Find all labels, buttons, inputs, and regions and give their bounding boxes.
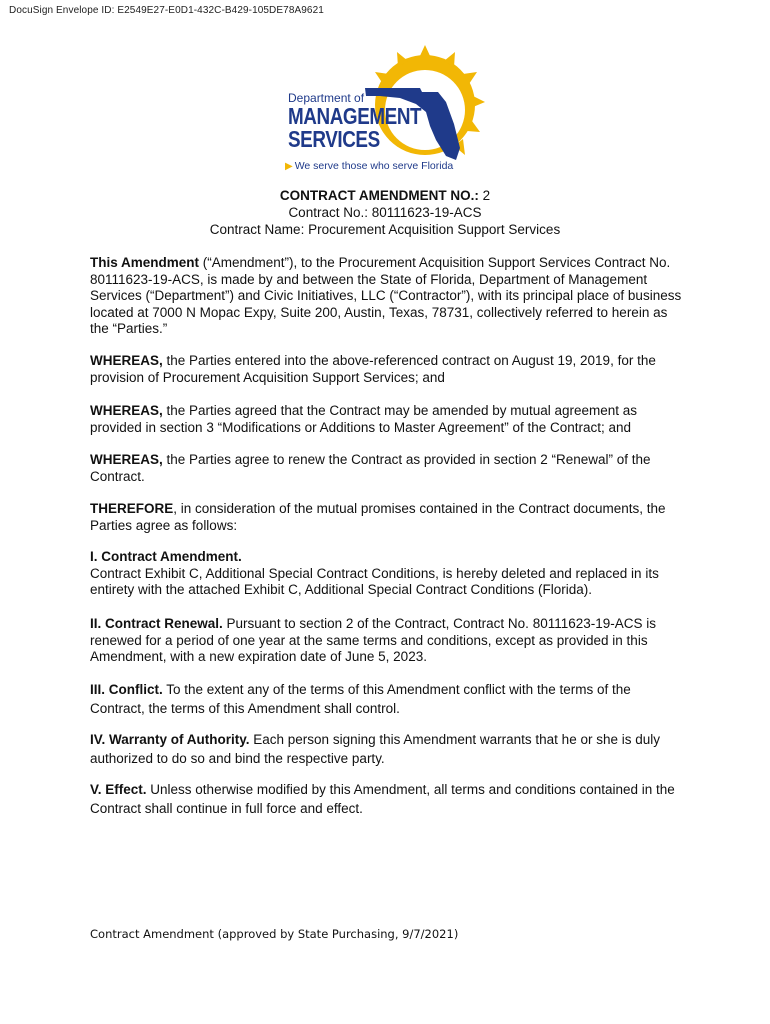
section-title: I. Contract Amendment.	[90, 549, 242, 564]
whereas-3: WHEREAS, the Parties agree to renew the Contract as provided in section 2 “Renewal” of the Contract.	[90, 452, 651, 484]
contract-name: Contract Name: Procurement Acquisition Support Services	[209, 222, 561, 237]
logo-management: MANAGEMENT	[288, 103, 422, 129]
envelope-id: DocuSign Envelope ID: E2549E27-E0D1-432C-B429-105DE78A9621	[9, 5, 324, 16]
therefore-clause: THEREFORE, in consideration of the mutual promises contained in the Contract documents, the Parties agree as follows:	[90, 501, 666, 533]
amendment-intro: This Amendment (“Amendment”), to the Procurement Acquisition Support Services Contract No. 80111623-19-ACS, is made by and between the State of Florida, Department of Management Services (“Department”) and Civic Initiatives, LLC (“Contractor”), with its principal place of business located at 7000 N Mopac Expy, Suite 200, Austin, Texas, 78731, collectively referred to herein as the “Parties.”	[90, 255, 682, 336]
play-arrow-icon: ▶	[285, 161, 293, 172]
whereas-1: WHEREAS, the Parties entered into the above-referenced contract on August 19, 2019, for the provision of Procurement Acquisition Support Services; and	[90, 353, 656, 385]
page-footer: Contract Amendment (approved by State Purchasing, 9/7/2021)	[90, 927, 459, 941]
amendment-title: CONTRACT AMENDMENT NO.: 2	[279, 188, 491, 203]
section-contract-amendment	[90, 549, 682, 599]
logo-department: Department of	[288, 91, 365, 105]
section-contract-renewal: II. Contract Renewal. Pursuant to section 2 of the Contract, Contract No. 80111623-19-ACS is renewed for a period of one year at the same terms and conditions, except as provided in this Amendment, with a new expiration date of June 5, 2023.	[90, 616, 657, 664]
logo-tagline: We serve those who serve Florida	[294, 160, 454, 172]
section-text: Contract Exhibit C, Additional Special Contract Conditions, is hereby deleted and replaced in its entirety with the attached Exhibit C, Additional Special Contract Conditions (Florida).	[90, 565, 659, 597]
section-conflict: III. Conflict. To the extent any of the terms of this Amendment conflict with the terms of the Contract, the terms of this Amendment shall control.	[90, 682, 631, 716]
logo-tagline-row	[285, 160, 453, 172]
contract-number: Contract No.: 80111623-19-ACS	[288, 205, 482, 220]
section-effect: V. Effect. Unless otherwise modified by this Amendment, all terms and conditions contained in the Contract shall continue in full force and effect.	[90, 782, 675, 816]
dms-logo	[270, 40, 500, 180]
logo-services: SERVICES	[288, 126, 380, 152]
whereas-2: WHEREAS, the Parties agreed that the Contract may be amended by mutual agreement as provided in section 3 “Modifications or Additions to Master Agreement” of the Contract; and	[90, 403, 638, 435]
section-warranty: IV. Warranty of Authority. Each person signing this Amendment warrants that he or she is duly authorized to do so and bind the respective party.	[90, 732, 660, 766]
